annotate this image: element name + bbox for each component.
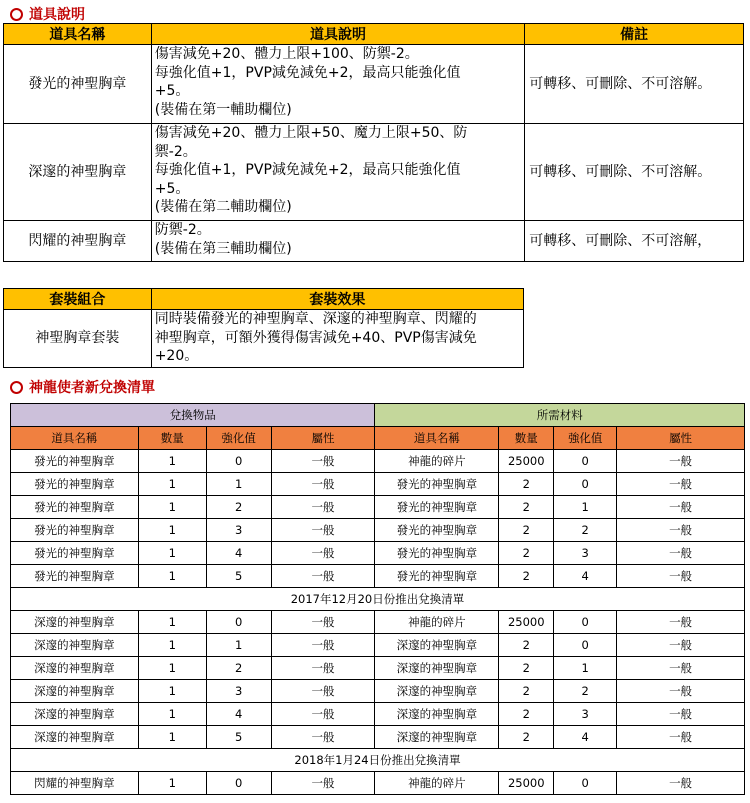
table-cell: 3 [206,680,271,703]
table-cell: 25000 [499,611,554,634]
table-cell: 深邃的神聖胸章 [11,634,139,657]
desc-line: +5。 [154,180,190,197]
col-header: 強化值 [206,427,271,450]
table-cell: 深邃的神聖胸章 [375,657,499,680]
item-desc [151,45,525,124]
table-cell: 深邃的神聖胸章 [11,703,139,726]
table-row [11,657,745,680]
item-note: 可轉移、可刪除、不可溶解。 [525,124,744,221]
table-cell: 5 [206,565,271,588]
table-cell: 發光的神聖胸章 [375,473,499,496]
table-cell: 發光的神聖胸章 [11,496,139,519]
table-cell: 一般 [617,726,745,749]
table-row [11,473,745,496]
item-name: 閃耀的神聖胸章 [4,221,152,262]
release-caption-row [11,588,745,611]
table-cell: 1 [138,496,206,519]
col-header: 屬性 [617,427,745,450]
desc-line: 每強化值+1，PVP減免減免+2，最高只能強化值 [154,64,461,81]
table-cell: 4 [206,703,271,726]
table-cell: 0 [554,611,617,634]
table-cell: 神龍的碎片 [375,772,499,795]
table-cell: 深邃的神聖胸章 [11,611,139,634]
table-cell: 一般 [617,450,745,473]
table-cell: 神龍的碎片 [375,611,499,634]
table-cell: 2 [206,496,271,519]
table-cell: 0 [554,473,617,496]
table-cell: 一般 [617,565,745,588]
table-cell: 一般 [271,450,375,473]
table-cell: 發光的神聖胸章 [375,565,499,588]
table-cell: 1 [554,496,617,519]
desc-line: 傷害減免+20、體力上限+100、防禦-2。 [154,46,419,62]
table-cell: 發光的神聖胸章 [11,519,139,542]
table-cell: 1 [206,473,271,496]
table-cell: 深邃的神聖胸章 [11,680,139,703]
table-cell: 一般 [617,680,745,703]
table-cell: 2 [499,680,554,703]
effect-line: 神聖胸章，可額外獲得傷害減免+40、PVP傷害減免 [154,329,477,346]
table-cell: 一般 [617,772,745,795]
table-cell: 一般 [617,703,745,726]
table-cell: 一般 [271,634,375,657]
table-cell: 一般 [271,542,375,565]
col-header: 道具名稱 [11,427,139,450]
section-title-exchange [10,377,155,397]
header-set-name: 套裝組合 [4,289,152,310]
table-cell: 一般 [271,519,375,542]
table-cell: 一般 [271,726,375,749]
table-cell: 0 [206,611,271,634]
effect-line: +20。 [154,348,199,364]
item-description-table [3,23,744,262]
item-name: 發光的神聖胸章 [4,45,152,124]
table-cell: 1 [138,565,206,588]
table-cell: 3 [206,519,271,542]
col-header: 道具名稱 [375,427,499,450]
table-cell: 一般 [271,496,375,519]
table-cell: 深邃的神聖胸章 [375,680,499,703]
table-cell: 一般 [617,542,745,565]
table-cell: 發光的神聖胸章 [375,519,499,542]
table-cell: 2 [499,657,554,680]
table-cell: 1 [138,726,206,749]
table-cell: 一般 [617,519,745,542]
table-row [11,542,745,565]
set-effect-table [3,288,524,368]
table-cell: 0 [554,772,617,795]
header-item-desc: 道具說明 [151,24,525,45]
table-cell: 1 [138,473,206,496]
release-caption: 2017年12月20日份推出兌換清單 [11,588,745,611]
table-cell: 一般 [617,496,745,519]
desc-line: 防禦-2。 [154,222,211,238]
group-header-row [11,404,745,427]
table-cell: 深邃的神聖胸章 [375,726,499,749]
table-cell: 5 [206,726,271,749]
table-row [11,519,745,542]
item-desc [151,221,525,262]
table-cell: 一般 [271,565,375,588]
table-row [11,726,745,749]
table-row [11,611,745,634]
set-name: 神聖胸章套裝 [4,310,152,368]
header-set-effect: 套裝效果 [151,289,523,310]
header-note: 備註 [525,24,744,45]
desc-line: 傷害減免+20、體力上限+50、魔力上限+50、防 [154,125,468,141]
table-row [11,450,745,473]
table-row [4,310,524,368]
section-title-item-desc [10,4,85,24]
col-header: 數量 [499,427,554,450]
desc-line: 禦-2。 [154,143,197,160]
column-header-row [11,427,745,450]
table-row [4,124,744,221]
table-cell: 0 [554,634,617,657]
table-cell: 2 [499,703,554,726]
set-effect [151,310,523,368]
table-cell: 1 [138,519,206,542]
table-row [11,565,745,588]
table-row [11,703,745,726]
bullet-circle-icon [10,381,23,394]
section-title-text: 道具說明 [29,7,85,23]
table-cell: 發光的神聖胸章 [375,542,499,565]
table-cell: 25000 [499,450,554,473]
col-header: 屬性 [271,427,375,450]
table-cell: 一般 [617,473,745,496]
release-caption-row [11,749,745,772]
table-cell: 深邃的神聖胸章 [11,657,139,680]
effect-line: 同時裝備發光的神聖胸章、深邃的神聖胸章、閃耀的 [154,311,477,327]
table-cell: 1 [138,542,206,565]
bullet-circle-icon [10,8,23,21]
desc-line: (裝備在第二輔助欄位) [154,199,292,215]
table-cell: 1 [138,657,206,680]
table-cell: 一般 [271,657,375,680]
group-header-exchange-items: 兌換物品 [11,404,375,427]
table-cell: 1 [138,772,206,795]
table-cell: 1 [138,450,206,473]
table-cell: 一般 [271,611,375,634]
table-cell: 深邃的神聖胸章 [375,703,499,726]
table-cell: 2 [554,519,617,542]
table-row [11,496,745,519]
table-cell: 深邃的神聖胸章 [375,634,499,657]
table-cell: 4 [554,565,617,588]
table-cell: 發光的神聖胸章 [375,496,499,519]
table-row [11,680,745,703]
table-cell: 2 [499,726,554,749]
table-cell: 一般 [271,772,375,795]
table-cell: 一般 [271,473,375,496]
table-cell: 1 [138,634,206,657]
table-cell: 2 [499,542,554,565]
col-header: 強化值 [554,427,617,450]
item-desc [151,124,525,221]
table-cell: 0 [554,450,617,473]
table-cell: 閃耀的神聖胸章 [11,772,139,795]
table-cell: 一般 [271,703,375,726]
table-cell: 2 [554,680,617,703]
section-title-text: 神龍使者新兌換清單 [29,380,155,396]
table-row [11,634,745,657]
item-note: 可轉移、可刪除、不可溶解， [525,221,744,262]
table-cell: 2 [499,496,554,519]
table-header-row [4,24,744,45]
table-cell: 一般 [617,657,745,680]
table-cell: 2 [499,473,554,496]
table-cell: 4 [206,542,271,565]
table-cell: 1 [138,611,206,634]
table-cell: 2 [206,657,271,680]
table-cell: 1 [554,657,617,680]
table-cell: 發光的神聖胸章 [11,473,139,496]
table-cell: 4 [554,726,617,749]
table-cell: 一般 [271,680,375,703]
item-note: 可轉移、可刪除、不可溶解。 [525,45,744,124]
table-cell: 0 [206,772,271,795]
table-cell: 一般 [617,611,745,634]
table-cell: 一般 [617,634,745,657]
table-cell: 發光的神聖胸章 [11,565,139,588]
table-cell: 2 [499,634,554,657]
table-row [4,221,744,262]
table-cell: 發光的神聖胸章 [11,450,139,473]
release-caption: 2018年1月24日份推出兌換清單 [11,749,745,772]
table-cell: 1 [206,634,271,657]
table-cell: 1 [138,680,206,703]
desc-line: 每強化值+1，PVP減免減免+2，最高只能強化值 [154,162,461,178]
table-cell: 2 [499,565,554,588]
item-name: 深邃的神聖胸章 [4,124,152,221]
table-cell: 3 [554,542,617,565]
col-header: 數量 [138,427,206,450]
desc-line: (裝備在第三輔助欄位) [154,240,292,257]
table-cell: 3 [554,703,617,726]
table-cell: 1 [138,703,206,726]
table-row [11,772,745,795]
group-header-required-materials: 所需材料 [375,404,745,427]
table-header-row [4,289,524,310]
table-row [4,45,744,124]
table-cell: 25000 [499,772,554,795]
desc-line: (裝備在第一輔助欄位) [154,101,292,118]
table-cell: 神龍的碎片 [375,450,499,473]
table-cell: 0 [206,450,271,473]
table-cell: 發光的神聖胸章 [11,542,139,565]
desc-line: +5。 [154,83,190,99]
table-cell: 深邃的神聖胸章 [11,726,139,749]
header-item-name: 道具名稱 [4,24,152,45]
exchange-list-table [10,403,745,795]
table-cell: 2 [499,519,554,542]
